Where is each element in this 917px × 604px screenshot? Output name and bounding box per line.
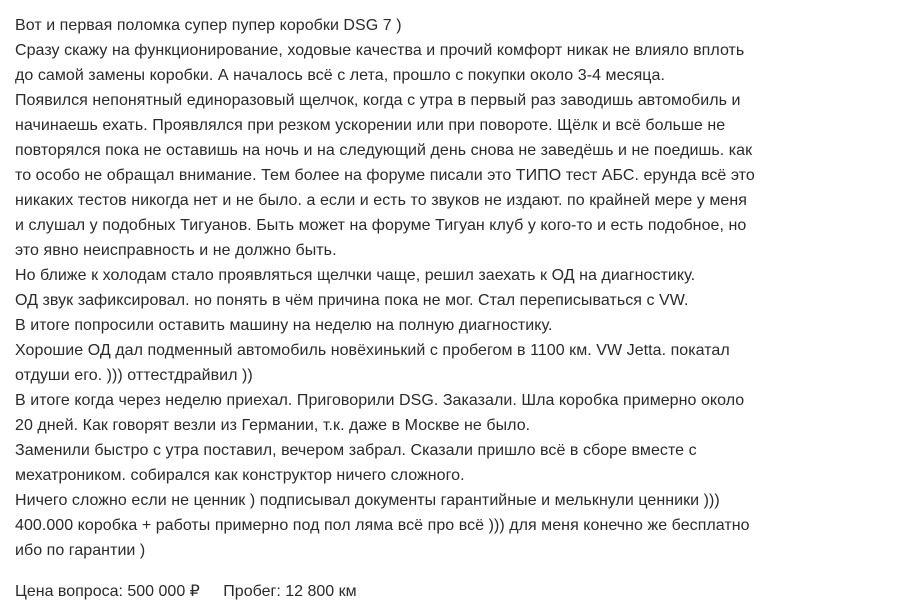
post-line: Сразу скажу на функционирование, ходовые качества и прочий комфорт никак не влияло вплоть — [15, 42, 745, 59]
post-line: и слушал у подобных Тигуанов. Быть может на форуме Тигуан клуб у кого-то и есть подобное, но — [15, 217, 747, 234]
post-line: 20 дней. Как говорят везли из Германии, т.к. даже в Москве не было. — [15, 417, 531, 434]
post-line: то особо не обращал внимание. Тем более на форуме писали это ТИПО тест АБС. ерунда всё это — [15, 167, 755, 184]
post-line: Но ближе к холодам стало проявляться щелчки чаще, решил заехать к ОД на диагностику. — [15, 267, 696, 284]
post-line: повторялся пока не оставишь на ночь и на следующий день снова не заведёшь и не поедишь. как — [15, 142, 753, 159]
post — [15, 13, 910, 604]
post-line: В итоге когда через неделю приехал. Приговорили DSG. Заказали. Шла коробка примерно около — [15, 392, 745, 409]
post-line: мехатроником. собирался как конструктор ничего сложного. — [15, 467, 465, 484]
post-line: ОД звук зафиксировал. но понять в чём причина пока не мог. Стал переписываться с VW. — [15, 292, 689, 309]
post-line: Хорошие ОД дал подменный автомобиль новёхинький с пробегом в 1100 км. VW Jetta. покатал — [15, 342, 730, 359]
price-label: Цена вопроса: 500 000 ₽ — [15, 583, 200, 600]
post-line: В итоге попросили оставить машину на неделю на полную диагностику. — [15, 317, 553, 334]
post-line: отдуши его. ))) оттестдрайвил )) — [15, 367, 253, 384]
mileage-label: Пробег: 12 800 км — [223, 583, 357, 600]
post-line: ибо по гарантии ) — [15, 542, 146, 559]
post-line: до самой замены коробки. А началось всё с лета, прошло с покупки около 3-4 месяца. — [15, 67, 665, 84]
post-line: Заменили быстро с утра поставил, вечером забрал. Сказали пришло всё в сборе вместе с — [15, 442, 697, 459]
post-body — [15, 13, 910, 563]
post-line: никаких тестов никогда нет и не было. а если и есть то звуков не издают. по крайней мере у меня — [15, 192, 747, 209]
post-line: Вот и первая поломка супер пупер коробки DSG 7 ) — [15, 17, 402, 34]
post-line: Ничего сложно если не ценник ) подписывал документы гарантийные и мелькнули ценники ))) — [15, 492, 720, 509]
post-line: 400.000 коробка + работы примерно под пол ляма всё про всё ))) для меня конечно же бесплатно — [15, 517, 750, 534]
post-line: это явно неисправность и не должно быть. — [15, 242, 337, 259]
post-line: Появился непонятный единоразовый щелчок, когда с утра в первый раз заводишь автомобиль и — [15, 92, 741, 109]
post-meta — [15, 579, 910, 604]
post-line: начинаешь ехать. Проявлялся при резком ускорении или при повороте. Щёлк и всё больше не — [15, 117, 726, 134]
